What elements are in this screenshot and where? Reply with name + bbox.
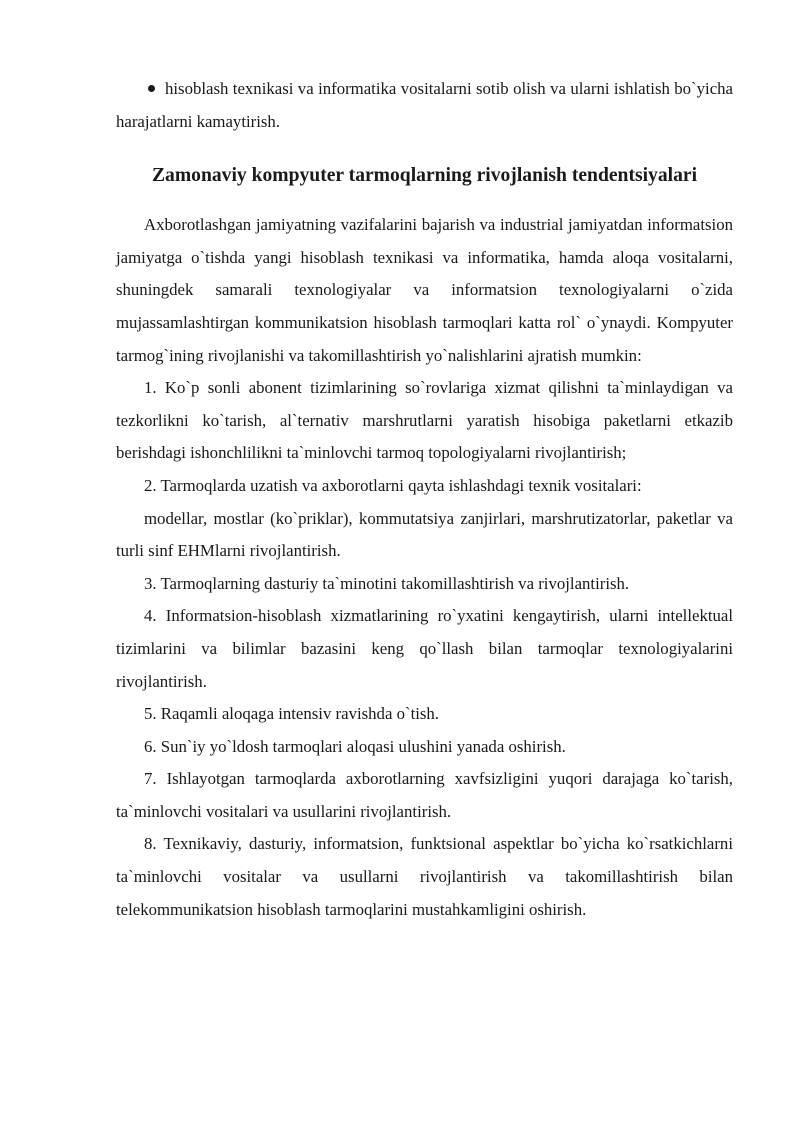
intro-paragraph: Axborotlashgan jamiyatning vazifalarini bajarish va industrial jamiyatdan informatsion jamiyatga o`tishda yangi hisoblash texnikasi va informatika, hamda aloqa vositalarni, shuningdek samarali texnologiyalar va informatsion texnologiyalarni o`zida mujassamlashtirgan kommunikatsion hisoblash tarmoqlari katta rol` o`ynaydi. Kompyuter tarmog`ining rivojlanishi va takomillashtirish yo`nalishlarini ajratish mumkin: bbox=[116, 215, 733, 365]
list-item-5: 5. Raqamli aloqaga intensiv ravishda o`tish. bbox=[144, 704, 440, 724]
bullet-paragraph bbox=[116, 73, 733, 138]
bullet-text: hisoblash texnikasi va informatika vositalarni sotib olish va ularni ishlatish bo`yicha harajatlarni kamaytirish. bbox=[116, 79, 733, 131]
list-item-2: 2. Tarmoqlarda uzatish va axborotlarni qayta ishlashdagi texnik vositalari: bbox=[144, 475, 642, 495]
bullet-icon bbox=[148, 85, 155, 92]
list-item-6: 6. Sun`iy yo`ldosh tarmoqlari aloqasi ulushini yanada oshirish. bbox=[144, 736, 566, 756]
list-item-7: 7. Ishlayotgan tarmoqlarda axborotlarning xavfsizligini yuqori darajaga ko`tarish, ta`minlovchi vositalari va usullarini rivojlantirish. bbox=[116, 769, 733, 821]
document-page bbox=[116, 73, 733, 926]
list-item-4: 4. Informatsion-hisoblash xizmatlarining ro`yxatini kengaytirish, ularni intellektual tizimlarini va bilimlar bazasini keng qo`llash bilan tarmoqlar texnologiyalarini rivojlantirish. bbox=[116, 606, 733, 691]
list-item-1: 1. Ko`p sonli abonent tizimlarining so`rovlariga xizmat qilishni ta`minlaydigan va tezkorlikni ko`tarish, al`ternativ marshrutlarni yaratish hisobiga paketlarni etkazib berishdagi ishonchlilikni ta`minlovchi tarmoq topologiyalarni rivojlantirish; bbox=[116, 378, 733, 463]
list-item-8: 8. Texnikaviy, dasturiy, informatsion, funktsional aspektlar bo`yicha ko`rsatkichlarni ta`minlovchi vositalar va usullarni rivojlantirish va takomillashtirish bilan telekommunikatsion hisoblash tarmoqlarini mustahkamligini oshirish. bbox=[116, 834, 733, 919]
list-item-3: 3. Tarmoqlarning dasturiy ta`minotini takomillashtirish va rivojlantirish. bbox=[144, 573, 630, 593]
section-heading: Zamonaviy kompyuter tarmoqlarning rivojlanish tendentsiyalari bbox=[151, 165, 698, 187]
list-item-2-continuation: modellar, mostlar (ko`priklar), kommutatsiya zanjirlari, marshrutizatorlar, paketlar va turli sinf EHMlarni rivojlantirish. bbox=[116, 508, 733, 561]
